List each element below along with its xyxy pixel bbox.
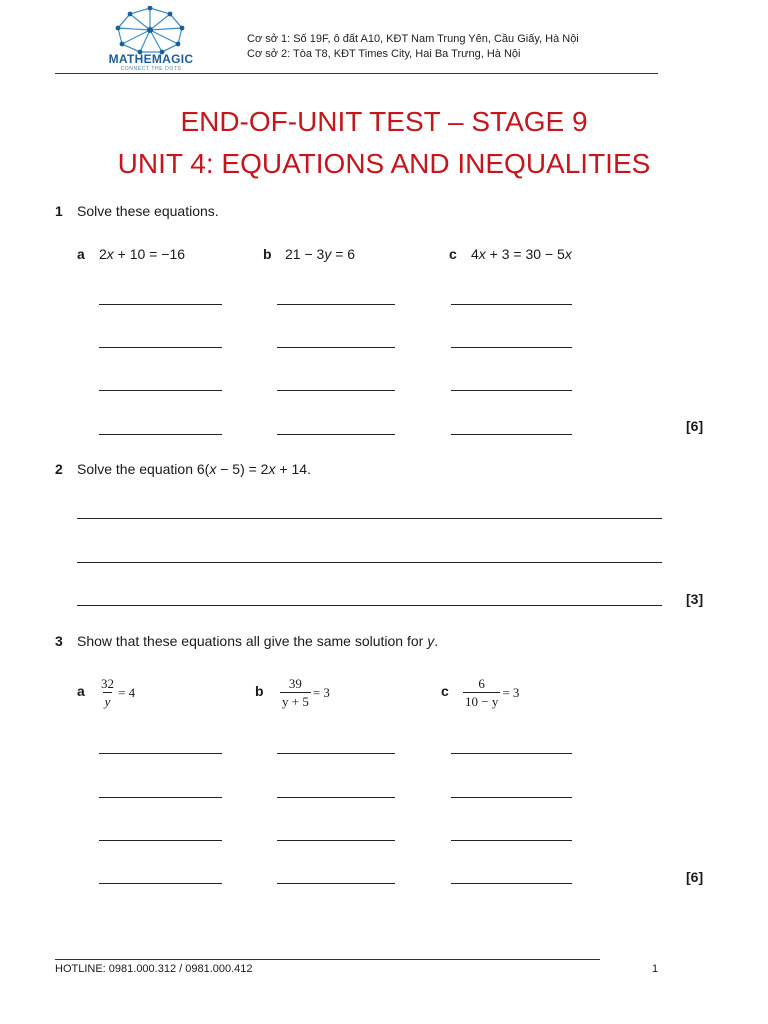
fraction: $\frac{39}{y + 5}$	[282, 676, 309, 709]
q3-part-c-label: c	[441, 683, 449, 699]
q3b-answer-line[interactable]	[277, 753, 395, 754]
q3-marks: [6]	[686, 869, 704, 885]
q3a-answer-line[interactable]	[99, 883, 222, 884]
q3a-answer-line[interactable]	[99, 797, 222, 798]
hotline-text: HOTLINE: 0981.000.312 / 0981.000.412	[55, 963, 253, 975]
q1c-answer-line[interactable]	[451, 434, 572, 435]
q1c-answer-line[interactable]	[451, 304, 572, 305]
q3a-answer-line[interactable]	[99, 840, 222, 841]
q3c-answer-line[interactable]	[451, 753, 572, 754]
q1a-answer-line[interactable]	[99, 390, 222, 391]
q1-part-c-equation: 4x + 3 = 30 − 5x	[471, 246, 572, 262]
q3a-answer-line[interactable]	[99, 753, 222, 754]
q1-marks: [6]	[686, 418, 704, 434]
test-title: END-OF-UNIT TEST – STAGE 9	[180, 106, 588, 137]
q1a-answer-line[interactable]	[99, 347, 222, 348]
fraction: $\frac{6}{10 - y}$	[465, 676, 499, 709]
footer-divider	[55, 959, 600, 960]
q3b-answer-line[interactable]	[277, 797, 395, 798]
q2-answer-line[interactable]	[77, 562, 662, 563]
q3-part-c-equation: $\frac{6}{10 - y}$ = 3	[465, 676, 520, 709]
q1b-answer-line[interactable]	[277, 390, 395, 391]
address-line-1: Cơ sở 1: Số 19F, ô đất A10, KĐT Nam Trung Yên, Cầu Giấy, Hà Nội	[247, 33, 579, 45]
q1-part-b-label: b	[263, 246, 272, 262]
q3c-answer-line[interactable]	[451, 797, 572, 798]
question-2-text: Solve the equation 6(x − 5) = 2x + 14.	[77, 461, 311, 477]
brand-name: MATHEMAGIC	[108, 52, 194, 66]
q1b-answer-line[interactable]	[277, 304, 395, 305]
q1c-answer-line[interactable]	[451, 390, 572, 391]
q1c-answer-line[interactable]	[451, 347, 572, 348]
question-1-number: 1	[55, 203, 63, 219]
fraction: $\frac{32}{y}$	[101, 676, 114, 709]
q3b-answer-line[interactable]	[277, 840, 395, 841]
q3c-answer-line[interactable]	[451, 883, 572, 884]
q2-answer-line[interactable]	[77, 518, 662, 519]
q1b-answer-line[interactable]	[277, 347, 395, 348]
q3-part-a-equation: $\frac{32}{y}$ = 4	[101, 676, 136, 709]
unit-title: UNIT 4: EQUATIONS AND INEQUALITIES	[117, 148, 651, 179]
q1b-answer-line[interactable]	[277, 434, 395, 435]
q2-marks: [3]	[686, 591, 704, 607]
q1a-answer-line[interactable]	[99, 434, 222, 435]
header-divider	[55, 73, 658, 74]
brand-tagline: CONNECT THE DOTS	[120, 66, 182, 72]
q1a-answer-line[interactable]	[99, 304, 222, 305]
address-line-2: Cơ sở 2: Tòa T8, KĐT Times City, Hai Ba Trưng, Hà Nội	[247, 48, 521, 60]
q1-part-c-label: c	[449, 246, 457, 262]
q3-part-a-label: a	[77, 683, 85, 699]
q2-answer-line[interactable]	[77, 605, 662, 606]
q1-part-a-equation: 2x + 10 = −16	[99, 246, 186, 262]
q3b-answer-line[interactable]	[277, 883, 395, 884]
question-3-text: Show that these equations all give the same solution for y.	[77, 633, 439, 649]
question-2-number: 2	[55, 461, 63, 477]
q3-part-b-equation: $\frac{39}{y + 5}$ = 3	[282, 676, 330, 709]
question-3-number: 3	[55, 633, 63, 649]
q1-part-a-label: a	[77, 246, 85, 262]
q1-part-b-equation: 21 − 3y = 6	[285, 246, 356, 262]
page-number: 1	[652, 963, 659, 975]
q3-part-b-label: b	[255, 683, 264, 699]
q3c-answer-line[interactable]	[451, 840, 572, 841]
question-1-text: Solve these equations.	[77, 203, 219, 219]
